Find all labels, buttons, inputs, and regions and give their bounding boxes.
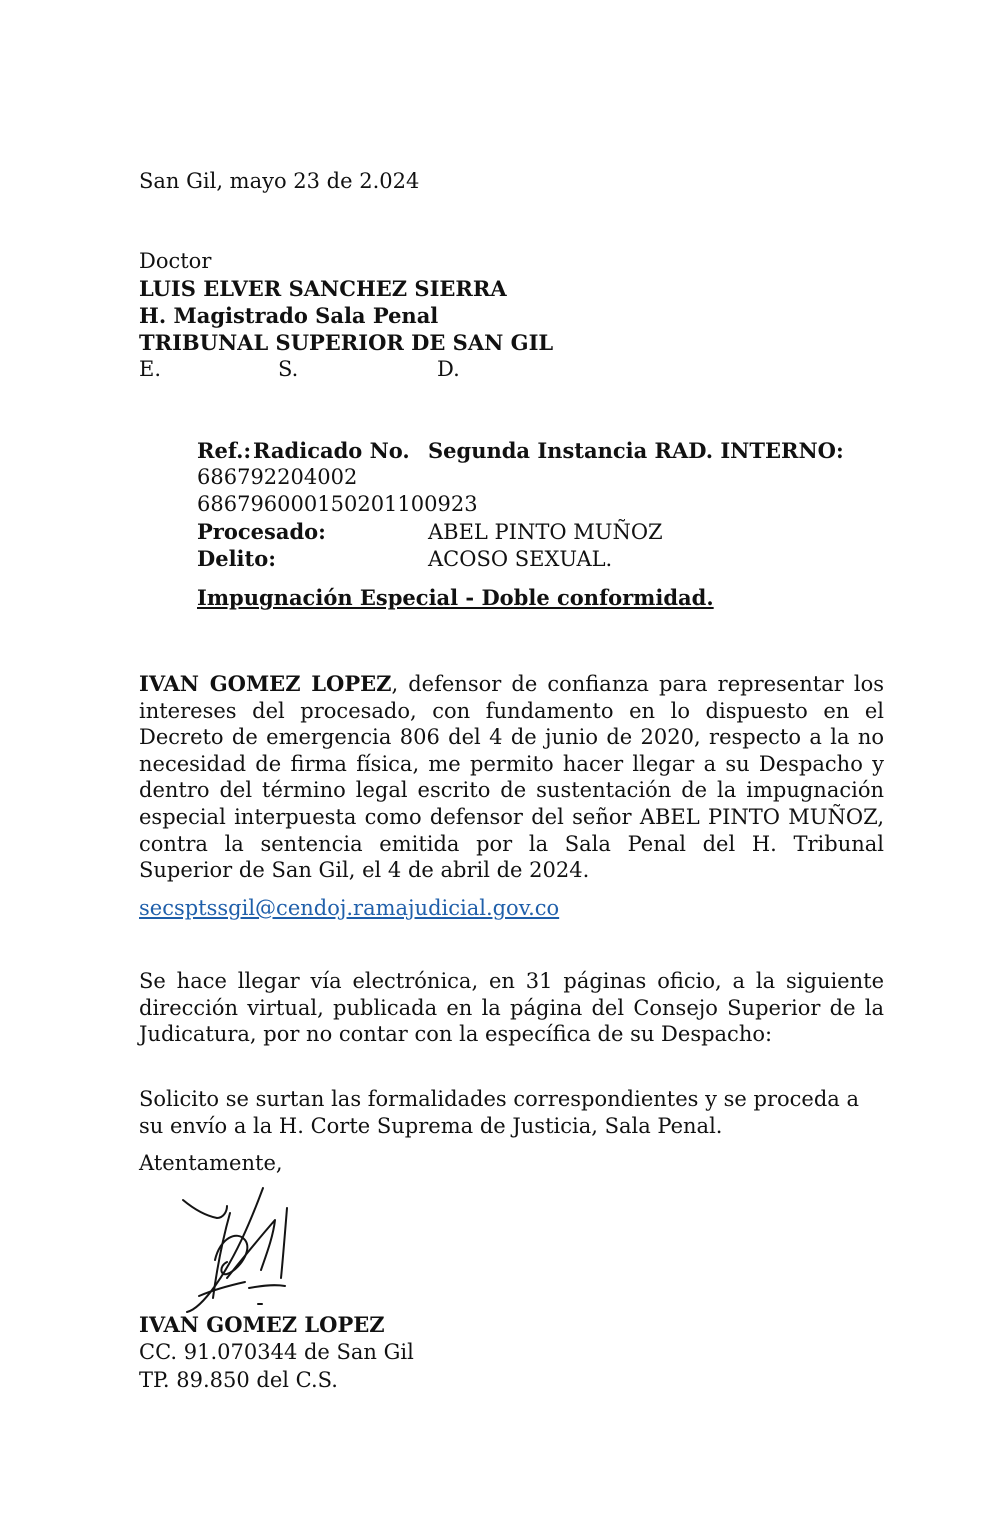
delito-label: Delito: <box>197 546 276 571</box>
body-paragraph-3: Solicito se surtan las formalidades correspondientes y se proceda a su envío a la H. Corte Suprema de Justicia, Sala Penal. <box>139 1087 859 1138</box>
addressee-title: H. Magistrado Sala Penal <box>139 303 439 328</box>
signature-icon <box>165 1178 305 1318</box>
body-paragraph-1 <box>139 671 884 884</box>
signer-name: IVAN GOMEZ LOPEZ <box>139 1312 385 1337</box>
esd-d: D. <box>437 357 460 381</box>
internal-number: 686792204002 <box>197 465 358 489</box>
signer-cc: CC. 91.070344 de San Gil <box>139 1340 414 1364</box>
addressee-court: TRIBUNAL SUPERIOR DE SAN GIL <box>139 330 554 355</box>
delito-value: ACOSO SEXUAL. <box>428 547 613 571</box>
signer-block <box>139 1311 414 1395</box>
reference-header <box>197 437 857 464</box>
signer-tp: TP. 89.850 del C.S. <box>139 1368 338 1392</box>
date-line: San Gil, mayo 23 de 2.024 <box>139 169 420 193</box>
instance-label: Segunda Instancia RAD. INTERNO: <box>428 438 844 463</box>
p1-text: , defensor de confianza para representar los intereses del procesado, con fundamento en lo dispuesto en el Decreto de emergencia 806 del 4 de junio de 2020, respecto a la no necesidad de firma física, me permito hacer llegar a su Despacho y dentro del término legal escrito de sustentación de la impugnación especial interpuesta como defensor del señor ABEL PINTO MUÑOZ, contra la sentencia emitida por la Sala Penal del H. Tribunal Superior de San Gil, el 4 de abril de 2024. <box>139 672 884 883</box>
addressee-name: LUIS ELVER SANCHEZ SIERRA <box>139 276 507 301</box>
esd-e: E. <box>139 357 162 381</box>
p1-name: IVAN GOMEZ LOPEZ <box>139 671 392 696</box>
esd-s: S. <box>278 357 299 381</box>
closing: Atentamente, <box>139 1151 283 1175</box>
esd-line <box>139 356 553 383</box>
procesado-row <box>197 518 857 545</box>
delito-row <box>197 545 857 572</box>
body-paragraph-2: Se hace llegar vía electrónica, en 31 páginas oficio, a la siguiente dirección virtual, publicada en la página del Consejo Superior de la Judicatura, por no contar con la específica de su Despacho: <box>139 969 884 1047</box>
ref-label: Ref.: <box>197 438 252 463</box>
subject-line: Impugnación Especial - Doble conformidad. <box>197 585 714 610</box>
procesado-label: Procesado: <box>197 519 326 544</box>
salutation: Doctor <box>139 249 212 273</box>
reference-block <box>197 437 857 610</box>
email-link[interactable]: secsptssgil@cendoj.ramajudicial.gov.co <box>139 896 560 920</box>
radicado-number: 686796000150201100923 <box>197 492 478 516</box>
procesado-value: ABEL PINTO MUÑOZ <box>428 520 663 544</box>
addressee-block <box>139 248 553 383</box>
radicado-label: Radicado No. <box>253 438 410 463</box>
